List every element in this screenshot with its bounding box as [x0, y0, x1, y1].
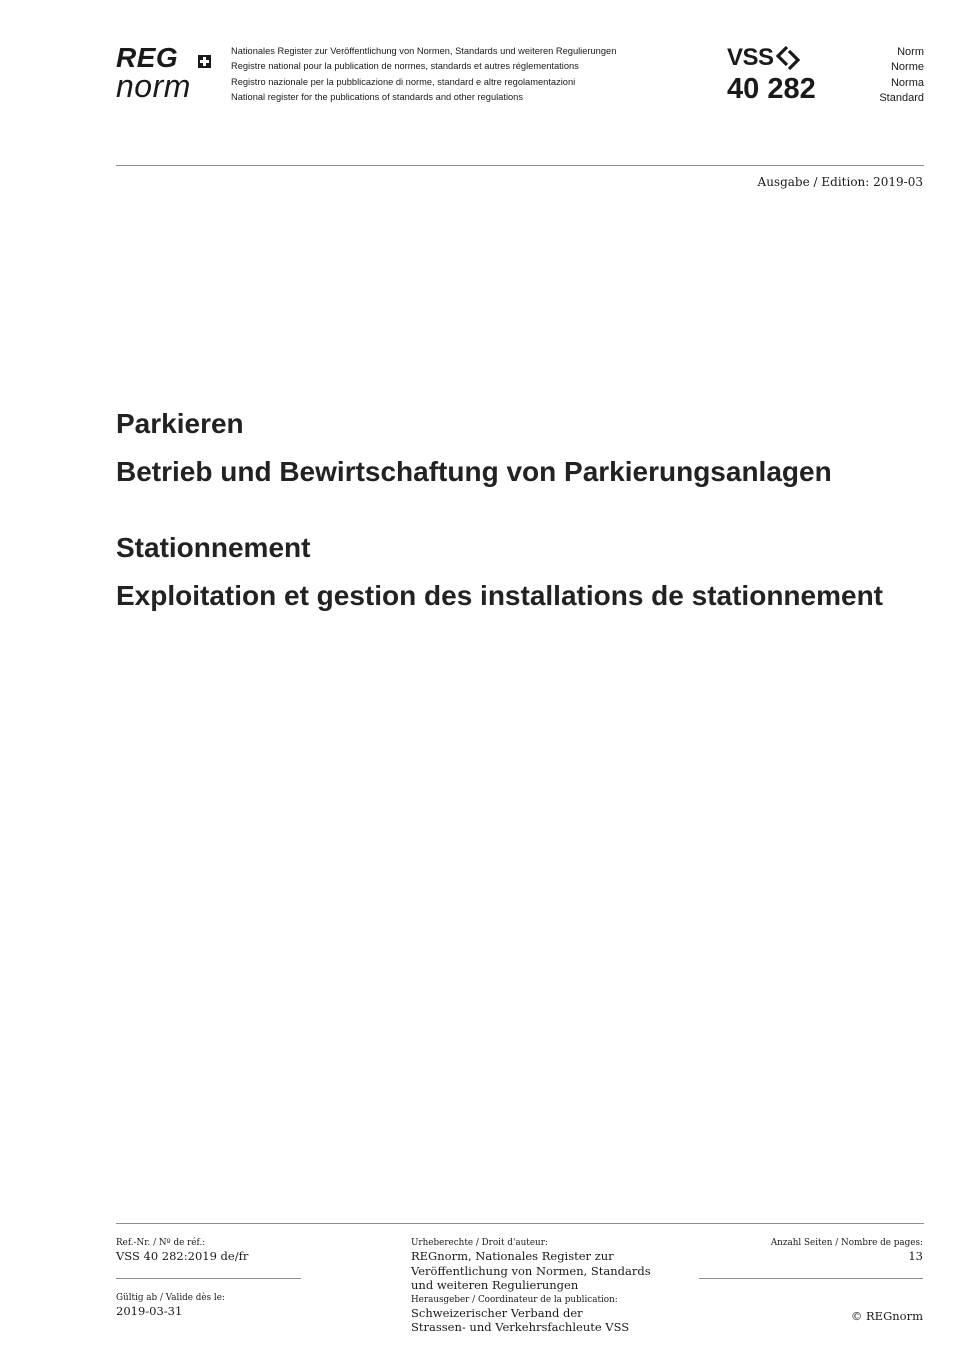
title-de-main: Parkieren: [116, 408, 244, 439]
doc-type-de: Norm: [897, 46, 924, 58]
copyright-label: Urheberechte / Droit d'auteur:: [411, 1238, 548, 1248]
vss-logo: [727, 44, 807, 72]
standard-number: 40 282: [727, 73, 816, 105]
header-divider: [116, 165, 924, 166]
doc-type-fr: Norme: [890, 61, 924, 74]
footer-divider: [116, 1223, 924, 1224]
register-line-it: Registro nazionale per la pubblicazione di norme, standard e altre regolamentazioni: [231, 76, 576, 87]
vss-arrows-icon: [775, 45, 803, 71]
ref-label: Ref.-Nr. / Nº de réf.:: [116, 1238, 206, 1248]
publisher-line: Strassen- und Verkehrsfachleute VSS: [411, 1320, 630, 1334]
footer-copyright-column: [411, 1238, 671, 1335]
logo-reg-text: REG: [116, 42, 179, 73]
register-description: [231, 44, 616, 105]
title-fr-sub: Exploitation et gestion des installations de stationnement: [116, 580, 883, 611]
copyright-mark: © REGnorm: [850, 1309, 923, 1323]
footer-reference-column: [116, 1238, 301, 1318]
register-line-fr: Registre national pour la publication de normes, standards et autres réglementations: [231, 61, 579, 72]
publisher-line: Schweizerischer Verband der: [411, 1305, 583, 1320]
document-type: [879, 45, 924, 106]
pages-value: 13: [908, 1249, 923, 1263]
register-line-en: National register for the publications of standards and other regulations: [231, 91, 523, 102]
valid-value: 2019-03-31: [116, 1303, 183, 1318]
footer-pages-column: [699, 1238, 923, 1293]
footer-left-separator: [116, 1278, 301, 1279]
publisher-label: Herausgeber / Coordinateur de la publication:: [411, 1294, 618, 1305]
ref-value: VSS 40 282:2019 de/fr: [116, 1249, 249, 1263]
regnorm-logo: [116, 44, 216, 104]
vss-logo-text: VSS: [727, 44, 774, 71]
logo-norm-text: norm: [116, 68, 191, 104]
register-line-de: Nationales Register zur Veröffentlichung von Normen, Standards und weiteren Regulierungen: [231, 46, 617, 56]
copyright-line: und weiteren Regulierungen: [411, 1278, 579, 1292]
document-titles: [116, 402, 936, 618]
footer-right-separator: [699, 1278, 923, 1279]
edition-date: Ausgabe / Edition: 2019-03: [757, 175, 923, 189]
copyright-line: Veröffentlichung von Normen, Standards: [411, 1263, 651, 1278]
valid-label: Gültig ab / Valide dès le:: [116, 1292, 225, 1303]
doc-type-it: Norma: [890, 76, 924, 89]
copyright-line: REGnorm, Nationales Register zur: [411, 1249, 614, 1263]
doc-type-en: Standard: [879, 91, 924, 104]
title-fr-main: Stationnement: [116, 532, 311, 563]
pages-label: Anzahl Seiten / Nombre de pages:: [770, 1238, 923, 1248]
title-de-sub: Betrieb und Bewirtschaftung von Parkierungsanlagen: [116, 456, 832, 487]
swiss-cross-icon: [198, 55, 211, 68]
